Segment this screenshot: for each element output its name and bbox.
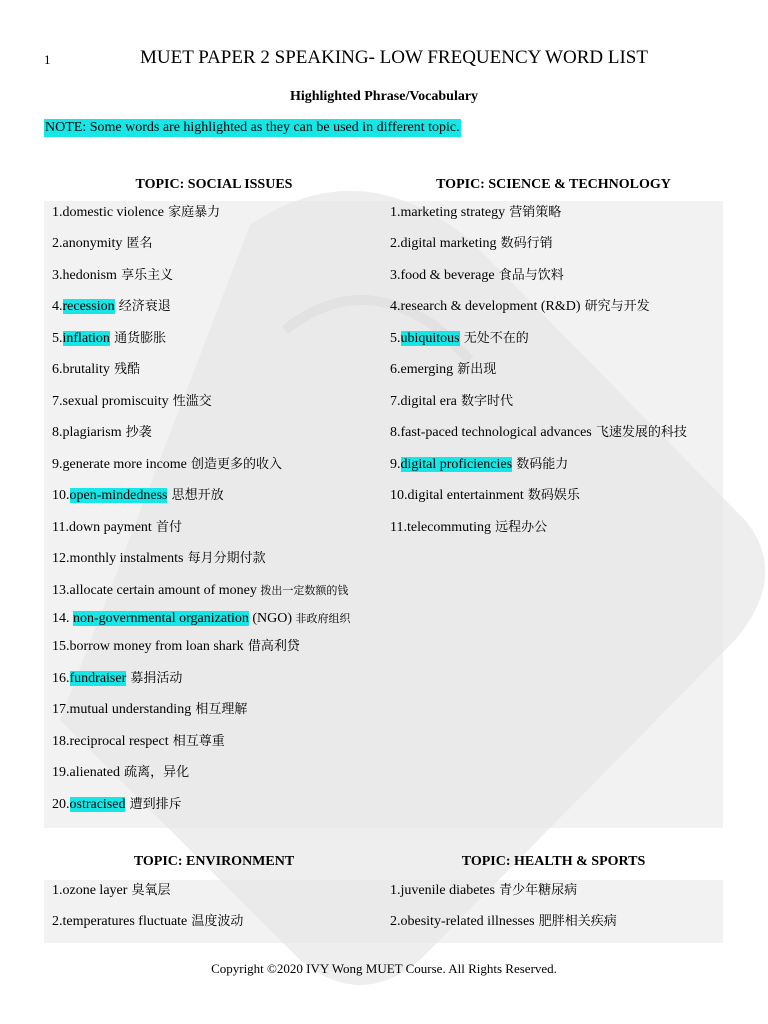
entry-num: 6. <box>52 362 63 377</box>
entry-en: plagiarism <box>62 425 122 440</box>
entry-hl: inflation <box>62 331 110 346</box>
vocab-entry <box>52 361 140 379</box>
entry-num: 14. <box>52 611 70 626</box>
vocab-entry <box>390 487 580 505</box>
entry-zh: 残酷 <box>109 362 141 377</box>
entry-en: digital era <box>400 394 457 409</box>
entry-zh: 飞速发展的科技 <box>591 425 687 440</box>
entry-zh: 相互理解 <box>191 702 248 717</box>
page-subtitle: Highlighted Phrase/Vocabulary <box>289 89 479 104</box>
copyright-footer: Copyright ©2020 IVY Wong MUET Course. All Rights Reserved. <box>211 961 557 976</box>
entry-en: sexual promiscuity <box>62 394 169 409</box>
entry-zh: 家庭暴力 <box>163 205 221 220</box>
entry-zh: 经济衰退 <box>114 299 171 314</box>
vocab-entry <box>52 456 282 474</box>
entry-en: generate more income <box>62 457 187 472</box>
entry-num: 7. <box>52 394 63 409</box>
entry-zh: 募捐活动 <box>126 671 183 686</box>
vocab-entry <box>52 487 224 505</box>
entry-hl: non-governmental organization <box>73 611 249 626</box>
entry-en: brutality <box>62 362 110 377</box>
entry-num: 8. <box>52 425 63 440</box>
entry-en: digital marketing <box>400 236 497 251</box>
entry-num: 17. <box>52 702 70 717</box>
entry-num: 7. <box>390 394 401 409</box>
vocab-entry <box>52 913 243 931</box>
entry-num: 20. <box>52 797 70 812</box>
entry-num: 9. <box>52 457 63 472</box>
entry-zh: 臭氧层 <box>127 883 171 898</box>
vocab-entry <box>52 267 173 285</box>
entry-en: fast-paced technological advances <box>400 425 592 440</box>
entry-num: 16. <box>52 671 70 686</box>
vocab-entry <box>390 361 496 379</box>
entry-zh: 拨出一定数额的钱 <box>256 584 349 597</box>
entry-num: 6. <box>390 362 401 377</box>
entry-zh: 数码娱乐 <box>523 488 580 503</box>
vocab-entry <box>52 204 220 222</box>
vocab-entry <box>390 393 513 411</box>
entry-en: food & beverage <box>400 268 495 283</box>
entry-zh: 疏离，异化 <box>120 765 190 780</box>
page-title: MUET PAPER 2 SPEAKING- LOW FREQUENCY WORD LIST <box>140 47 648 68</box>
entry-num: 10. <box>390 488 408 503</box>
entry-num: 2. <box>52 236 63 251</box>
highlight-note: NOTE: Some words are highlighted as they can be used in different topic. <box>45 120 460 135</box>
vocab-entry <box>390 330 529 348</box>
vocab-entry <box>390 267 564 285</box>
entry-en: telecommuting <box>406 520 491 535</box>
vocab-entry <box>52 519 182 537</box>
vocab-entry <box>390 882 577 900</box>
vocab-entry <box>52 393 212 411</box>
entry-num: 9. <box>390 457 401 472</box>
vocab-entry <box>390 913 617 931</box>
entry-hl: fundraiser <box>69 671 127 686</box>
entry-zh: 通货膨胀 <box>109 331 167 346</box>
entry-zh: 思想开放 <box>167 488 224 503</box>
entry-zh: 享乐主义 <box>116 268 174 283</box>
entry-num: 1. <box>390 205 401 220</box>
entry-zh: 无处不在的 <box>459 331 529 346</box>
entry-zh: 温度波动 <box>187 914 244 929</box>
entry-zh: 营销策略 <box>505 205 562 220</box>
entry-en: (NGO) <box>248 611 293 626</box>
entry-num: 3. <box>390 268 401 283</box>
vocab-entry <box>52 550 266 568</box>
entry-zh: 研究与开发 <box>580 299 650 314</box>
entry-zh: 创造更多的收入 <box>186 457 283 472</box>
entry-num: 11. <box>390 520 407 535</box>
entry-zh: 遭到排斥 <box>125 797 182 812</box>
entry-num: 18. <box>52 734 70 749</box>
vocab-entry <box>390 456 568 474</box>
entry-en: juvenile diabetes <box>400 883 495 898</box>
vocab-entry <box>390 519 547 537</box>
entry-hl: recession <box>62 299 115 314</box>
entry-en: down payment <box>68 520 152 535</box>
vocab-entry <box>390 204 561 222</box>
entry-zh: 抄袭 <box>121 425 152 440</box>
heading-science-technology: TOPIC: SCIENCE & TECHNOLOGY <box>436 177 671 192</box>
entry-en: obesity-related illnesses <box>400 914 535 929</box>
vocab-entry <box>390 235 553 253</box>
vocab-entry <box>52 701 247 719</box>
entry-hl: open-mindedness <box>69 488 168 503</box>
vocab-entry <box>52 733 225 751</box>
vocab-entry <box>52 235 153 253</box>
entry-zh: 食品与饮料 <box>494 268 564 283</box>
entry-num: 2. <box>390 236 401 251</box>
vocab-entry <box>52 638 300 656</box>
page-number: 1 <box>44 52 51 67</box>
entry-hl: ubiquitous <box>400 331 460 346</box>
entry-num: 5. <box>390 331 401 346</box>
vocab-entry <box>52 582 348 600</box>
vocab-entry <box>52 882 171 900</box>
entry-en: digital entertainment <box>407 488 524 503</box>
vocab-entry <box>52 764 189 782</box>
entry-zh: 匿名 <box>122 236 153 251</box>
entry-zh: 远程办公 <box>490 520 548 535</box>
entry-en: alienated <box>69 765 121 780</box>
entry-zh: 每月分期付款 <box>183 551 266 566</box>
entry-zh: 青少年糖尿病 <box>494 883 578 898</box>
entry-num: 13. <box>52 583 70 598</box>
entry-en: research & development (R&D) <box>400 299 581 314</box>
entry-en: domestic violence <box>62 205 164 220</box>
entry-en: allocate certain amount of money <box>69 583 257 598</box>
entry-num: 4. <box>52 299 63 314</box>
entry-zh: 肥胖相关疾病 <box>534 914 617 929</box>
vocab-entry <box>52 670 182 688</box>
entry-num: 10. <box>52 488 70 503</box>
entry-en: mutual understanding <box>69 702 192 717</box>
vocab-entry <box>52 298 171 316</box>
entry-en: hedonism <box>62 268 117 283</box>
entry-en: monthly instalments <box>69 551 184 566</box>
entry-num: 8. <box>390 425 401 440</box>
entry-num: 11. <box>52 520 69 535</box>
entry-num: 2. <box>52 914 63 929</box>
vocab-entry <box>390 424 687 442</box>
entry-zh: 性滥交 <box>168 394 212 409</box>
vocab-entry <box>52 796 182 814</box>
entry-zh: 数字时代 <box>456 394 514 409</box>
entry-num: 5. <box>52 331 63 346</box>
vocab-entry <box>52 424 152 442</box>
entry-num: 1. <box>52 883 63 898</box>
entry-zh: 数码能力 <box>512 457 569 472</box>
entry-num: 1. <box>52 205 63 220</box>
heading-health-sports: TOPIC: HEALTH & SPORTS <box>461 854 646 869</box>
vocab-entry <box>52 610 351 628</box>
entry-zh: 新出现 <box>453 362 497 377</box>
entry-num: 1. <box>390 883 401 898</box>
entry-en: temperatures fluctuate <box>62 914 188 929</box>
entry-zh: 借高利贷 <box>243 639 300 654</box>
entry-en: borrow money from loan shark <box>69 639 244 654</box>
entry-en: emerging <box>400 362 454 377</box>
entry-hl: ostracised <box>69 797 126 812</box>
entry-en: ozone layer <box>62 883 128 898</box>
entry-zh: 非政府组织 <box>292 612 351 625</box>
entry-num: 4. <box>390 299 401 314</box>
entry-num: 15. <box>52 639 70 654</box>
heading-environment: TOPIC: ENVIRONMENT <box>133 854 295 869</box>
entry-num: 12. <box>52 551 70 566</box>
vocab-entry <box>52 330 166 348</box>
entry-en: reciprocal respect <box>69 734 169 749</box>
vocab-entry <box>390 298 650 316</box>
entry-zh: 数码行销 <box>496 236 553 251</box>
entry-zh: 相互尊重 <box>168 734 225 749</box>
heading-social-issues: TOPIC: SOCIAL ISSUES <box>135 177 293 192</box>
entry-hl: digital proficiencies <box>400 457 513 472</box>
entry-num: 19. <box>52 765 70 780</box>
entry-num: 3. <box>52 268 63 283</box>
entry-en: anonymity <box>62 236 123 251</box>
entry-zh: 首付 <box>151 520 182 535</box>
entry-en: marketing strategy <box>400 205 506 220</box>
entry-num: 2. <box>390 914 401 929</box>
